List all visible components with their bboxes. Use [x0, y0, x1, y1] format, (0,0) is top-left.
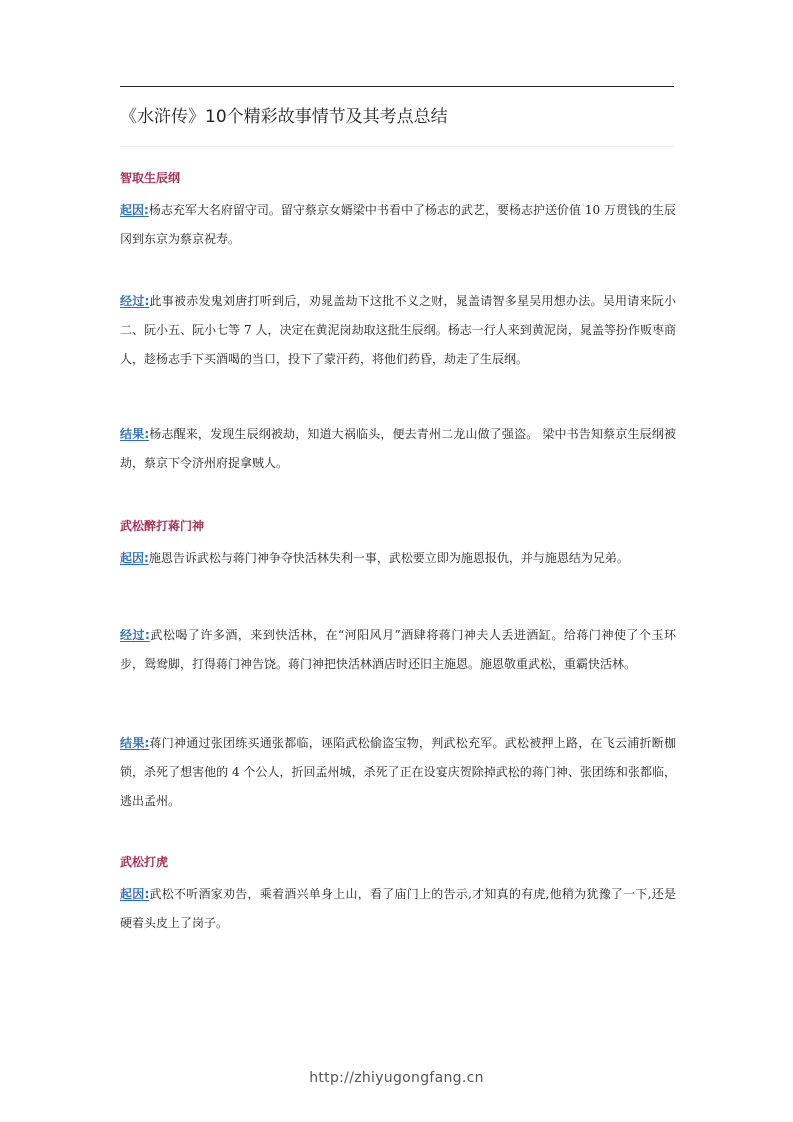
section-heading-wusong-jiang: 武松醉打蒋门神 — [120, 519, 205, 533]
title-divider — [120, 146, 674, 147]
paragraph-cause — [120, 196, 676, 254]
cause-label: 起因: — [120, 551, 149, 565]
footer-url: http://zhiyugongfang.cn — [309, 1070, 484, 1086]
process-label: 经过: — [120, 628, 150, 642]
document-title: 《水浒传》10个精彩故事情节及其考点总结 — [120, 107, 448, 127]
paragraph-text: 杨志充军大名府留守司。留守蔡京女婿梁中书看中了杨志的武艺，要杨志护送价值 10 万贯钱的生辰冈到东京为蔡京祝寿。 — [120, 203, 676, 246]
section-heading-wusong-tiger: 武松打虎 — [120, 855, 169, 869]
section-heading-zhiqu: 智取生辰纲 — [120, 171, 181, 185]
paragraph-cause — [120, 880, 676, 938]
paragraph-text: 此事被赤发鬼刘唐打听到后，劝晁盖劫下这批不义之财，晁盖请智多星吴用想办法。吴用请来阮小二、阮小五、阮小七等 7 人，决定在黄泥岗劫取这批生辰纲。杨志一行人来到黄泥岗，晁盖等扮作贩枣商人，趁杨志手下买酒喝的当口，投下了蒙汗药，将他们药昏，劫走了生辰纲。 — [120, 294, 676, 366]
paragraph-text: 施恩告诉武松与蒋门神争夺快活林失利一事，武松要立即为施恩报仇，并与施恩结为兄弟。 — [148, 551, 629, 565]
paragraph-text: 武松喝了许多酒，来到快活林，在“河阳风月”酒肆将蒋门神夫人丢进酒缸。给蒋门神使了个玉环步，鸳鸯脚，打得蒋门神告饶。蒋门神把快活林酒店时还旧主施恩。施恩敬重武松，重霸快活林。 — [120, 628, 676, 671]
paragraph-text: 武松不听酒家劝告，乘着酒兴单身上山，看了庙门上的告示,才知真的有虎,他稍为犹豫了一下,还是硬着头皮上了岗子。 — [120, 887, 676, 930]
paragraph-cause — [120, 544, 676, 573]
paragraph-result — [120, 420, 676, 478]
paragraph-text: 杨志醒来，发现生辰纲被劫，知道大祸临头，便去青州二龙山做了强盗。 梁中书告知蔡京生辰纲被劫，蔡京下令济州府捉拿贼人。 — [120, 427, 676, 470]
paragraph-result — [120, 729, 676, 816]
header-rule — [120, 86, 674, 87]
result-label: 结果: — [120, 427, 150, 441]
process-label: 经过: — [120, 294, 150, 308]
paragraph-process — [120, 621, 676, 679]
cause-label: 起因: — [120, 887, 150, 901]
cause-label: 起因: — [120, 203, 149, 217]
paragraph-process — [120, 287, 676, 374]
paragraph-text: 蒋门神通过张团练买通张都临，诬陷武松偷盗宝物，判武松充军。武松被押上路，在飞云浦折断枷锁，杀死了想害他的 4 个公人，折回孟州城，杀死了正在设宴庆贺除掉武松的蒋门神、张团练和张都临，逃出孟州。 — [120, 736, 676, 808]
result-label: 结果: — [120, 736, 150, 750]
